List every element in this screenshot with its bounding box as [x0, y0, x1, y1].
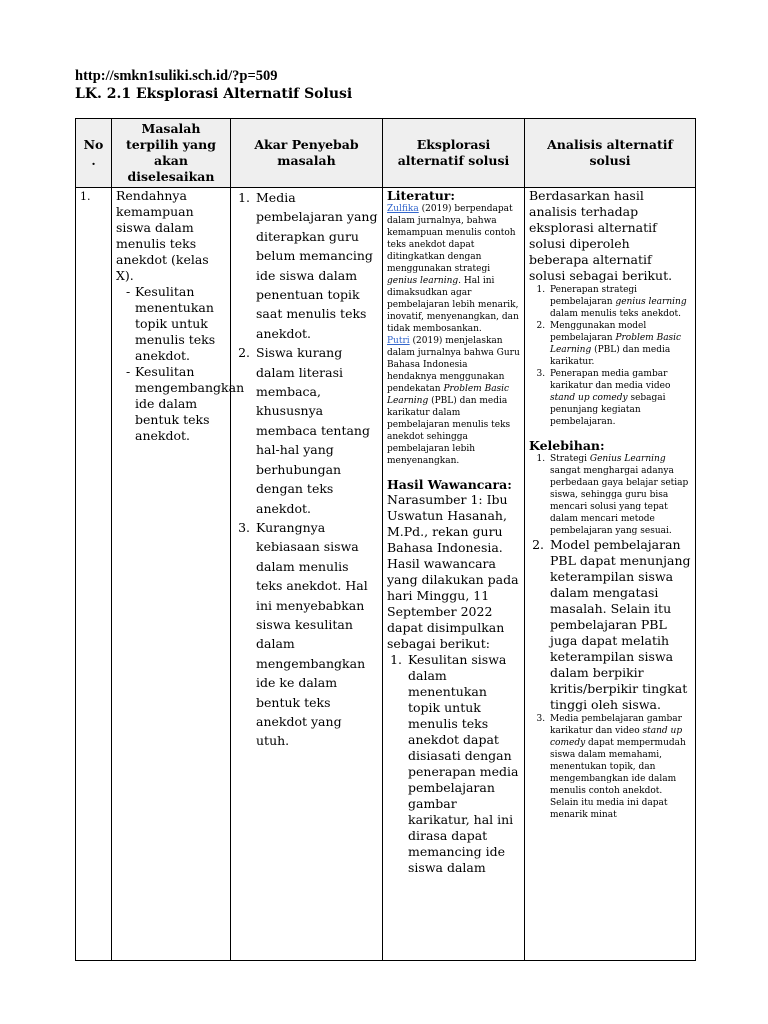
cell-no: 1.: [76, 188, 112, 961]
list-item: - Kesulitan menentukan topik untuk menulis teks anekdot.: [126, 284, 226, 364]
masalah-intro: Rendahnya kemampuan siswa dalam menulis teks anekdot (kelas X).: [116, 188, 209, 283]
wawancara-text: Narasumber 1: Ibu Uswatun Hasanah, M.Pd., rekan guru Bahasa Indonesia. Hasil wawancara yang dilakukan pada hari Minggu, 11 September 2022 dapat disimpulkan sebagai berikut:: [387, 492, 519, 651]
text-span: sebagai penunjang kegiatan pembelajaran.: [550, 393, 666, 427]
header-analisis: Analisis alternatif solusi: [525, 119, 696, 188]
kelebihan-list: [529, 453, 691, 821]
text-span: Penerapan strategi pembelajaran: [550, 285, 638, 307]
text-span: (PBL) dan media karikatur dalam pembelajaran menulis teks anekdot sehingga pembelajaran lebih menyenangkan.: [387, 396, 511, 466]
list-item: [548, 320, 691, 368]
list-item: [548, 713, 691, 821]
header-eksplorasi: Eksplorasi alternatif solusi: [383, 119, 525, 188]
text-span: Genius Learning: [589, 454, 666, 464]
literatur-1: [387, 203, 520, 335]
text-span: Penerapan media gambar karikatur dan media video: [550, 369, 671, 391]
list-item: 2. Siswa kurang dalam literasi membaca, khususnya membaca tentang hal-hal yang berhubungan dengan teks anekdot.: [254, 343, 378, 518]
text-span: genius learning: [615, 297, 687, 307]
list-item: 1. Media pembelajaran yang diterapkan guru belum memancing ide siswa dalam penentuan topik saat menulis teks anekdot.: [254, 188, 378, 343]
text-span: (2019) berpendapat dalam jurnalnya, bahwa kemampuan menulis contoh teks anekdot dapat ditingkatkan dengan menggunakan strategi: [387, 204, 516, 274]
literatur-2: [387, 335, 520, 467]
cell-masalah: [112, 188, 245, 961]
text-span: Strategi: [550, 454, 590, 464]
list-item: 1. Kesulitan siswa dalam menentukan topik untuk menulis teks anekdot dapat disiasati dengan penerapan media pembelajaran gambar karikatur, hal ini dirasa dapat memancing ide siswa dalam: [406, 652, 520, 876]
exploration-table: [75, 118, 696, 961]
table-header-row: [76, 119, 696, 188]
text-span: Media pembelajaran gambar karikatur dan video: [550, 714, 682, 736]
source-link-zulfika[interactable]: Zulfika: [387, 204, 419, 214]
literatur-heading: Literatur:: [387, 188, 456, 203]
text-span: stand up comedy: [550, 726, 683, 748]
cell-eksplorasi: [383, 188, 525, 961]
text-span: stand up comedy: [550, 393, 628, 403]
cell-akar: [231, 188, 383, 961]
text-span: dapat mempermudah siswa dalam memahami, menentukan topik, dan mengembangkan ide dalam menulis contoh anekdot. Selain itu media ini dapat menarik minat: [550, 738, 686, 820]
list-item: [548, 368, 691, 428]
text-span: Menggunakan model pembelajaran: [550, 321, 647, 343]
document-url: http://smkn1suliki.sch.id/?p=509: [75, 68, 278, 84]
header-masalah: Masalah terpilih yang akan diselesaikan: [112, 119, 231, 188]
table-row: [76, 188, 696, 961]
header-no: No .: [76, 119, 112, 188]
cell-analisis: [525, 188, 696, 961]
list-item: 3. Kurangnya kebiasaan siswa dalam menulis teks anekdot. Hal ini menyebabkan siswa kesulitan dalam mengembangkan ide ke dalam bentuk teks anekdot yang utuh.: [254, 518, 378, 751]
kelebihan-heading: Kelebihan:: [529, 438, 605, 453]
document-title: LK. 2.1 Eksplorasi Alternatif Solusi: [75, 86, 353, 102]
text-span: . Hal ini dimaksudkan agar pembelajaran lebih menarik, inovatif, menyenangkan, dan tidak membosankan.: [387, 276, 519, 334]
text-span: sangat menghargai adanya perbedaan gaya belajar setiap siswa, sehingga guru bisa mencari solusi yang tepat dalam mencari metode pembelajaran yang sesuai.: [550, 466, 689, 536]
solusi-list: [529, 284, 691, 428]
list-item: [548, 284, 691, 320]
text-span: genius learning: [387, 276, 459, 286]
text-span: Problem Basic Learning: [550, 333, 682, 355]
text-span: (PBL) dan media karikatur.: [550, 345, 671, 367]
analisis-intro: Berdasarkan hasil analisis terhadap eksplorasi alternatif solusi diperoleh beberapa alternatif solusi sebagai berikut.: [529, 188, 673, 283]
text-span: dalam menulis teks anekdot.: [550, 309, 681, 319]
text-span: Problem Basic Learning: [387, 384, 510, 406]
akar-list: [235, 188, 378, 751]
text-span: (2019) menjelaskan dalam jurnalnya bahwa Guru Bahasa Indonesia hendaknya menggunakan pendekatan: [387, 336, 520, 394]
wawancara-heading: Hasil Wawancara:: [387, 477, 512, 492]
list-item: 2. Model pembelajaran PBL dapat menunjang keterampilan siswa dalam mengatasi masalah. Selain itu pembelajaran PBL juga dapat melatih keterampilan siswa dalam berpikir kritis/berpikir tingkat tinggi oleh siswa.: [548, 537, 691, 713]
masalah-list: [116, 284, 245, 444]
wawancara-list: [387, 652, 520, 876]
list-item: - Kesulitan mengembangkan ide dalam bentuk teks anekdot.: [126, 364, 226, 444]
source-link-putri[interactable]: Putri: [387, 336, 410, 346]
list-item: [548, 453, 691, 537]
header-akar: Akar Penyebab masalah: [231, 119, 383, 188]
